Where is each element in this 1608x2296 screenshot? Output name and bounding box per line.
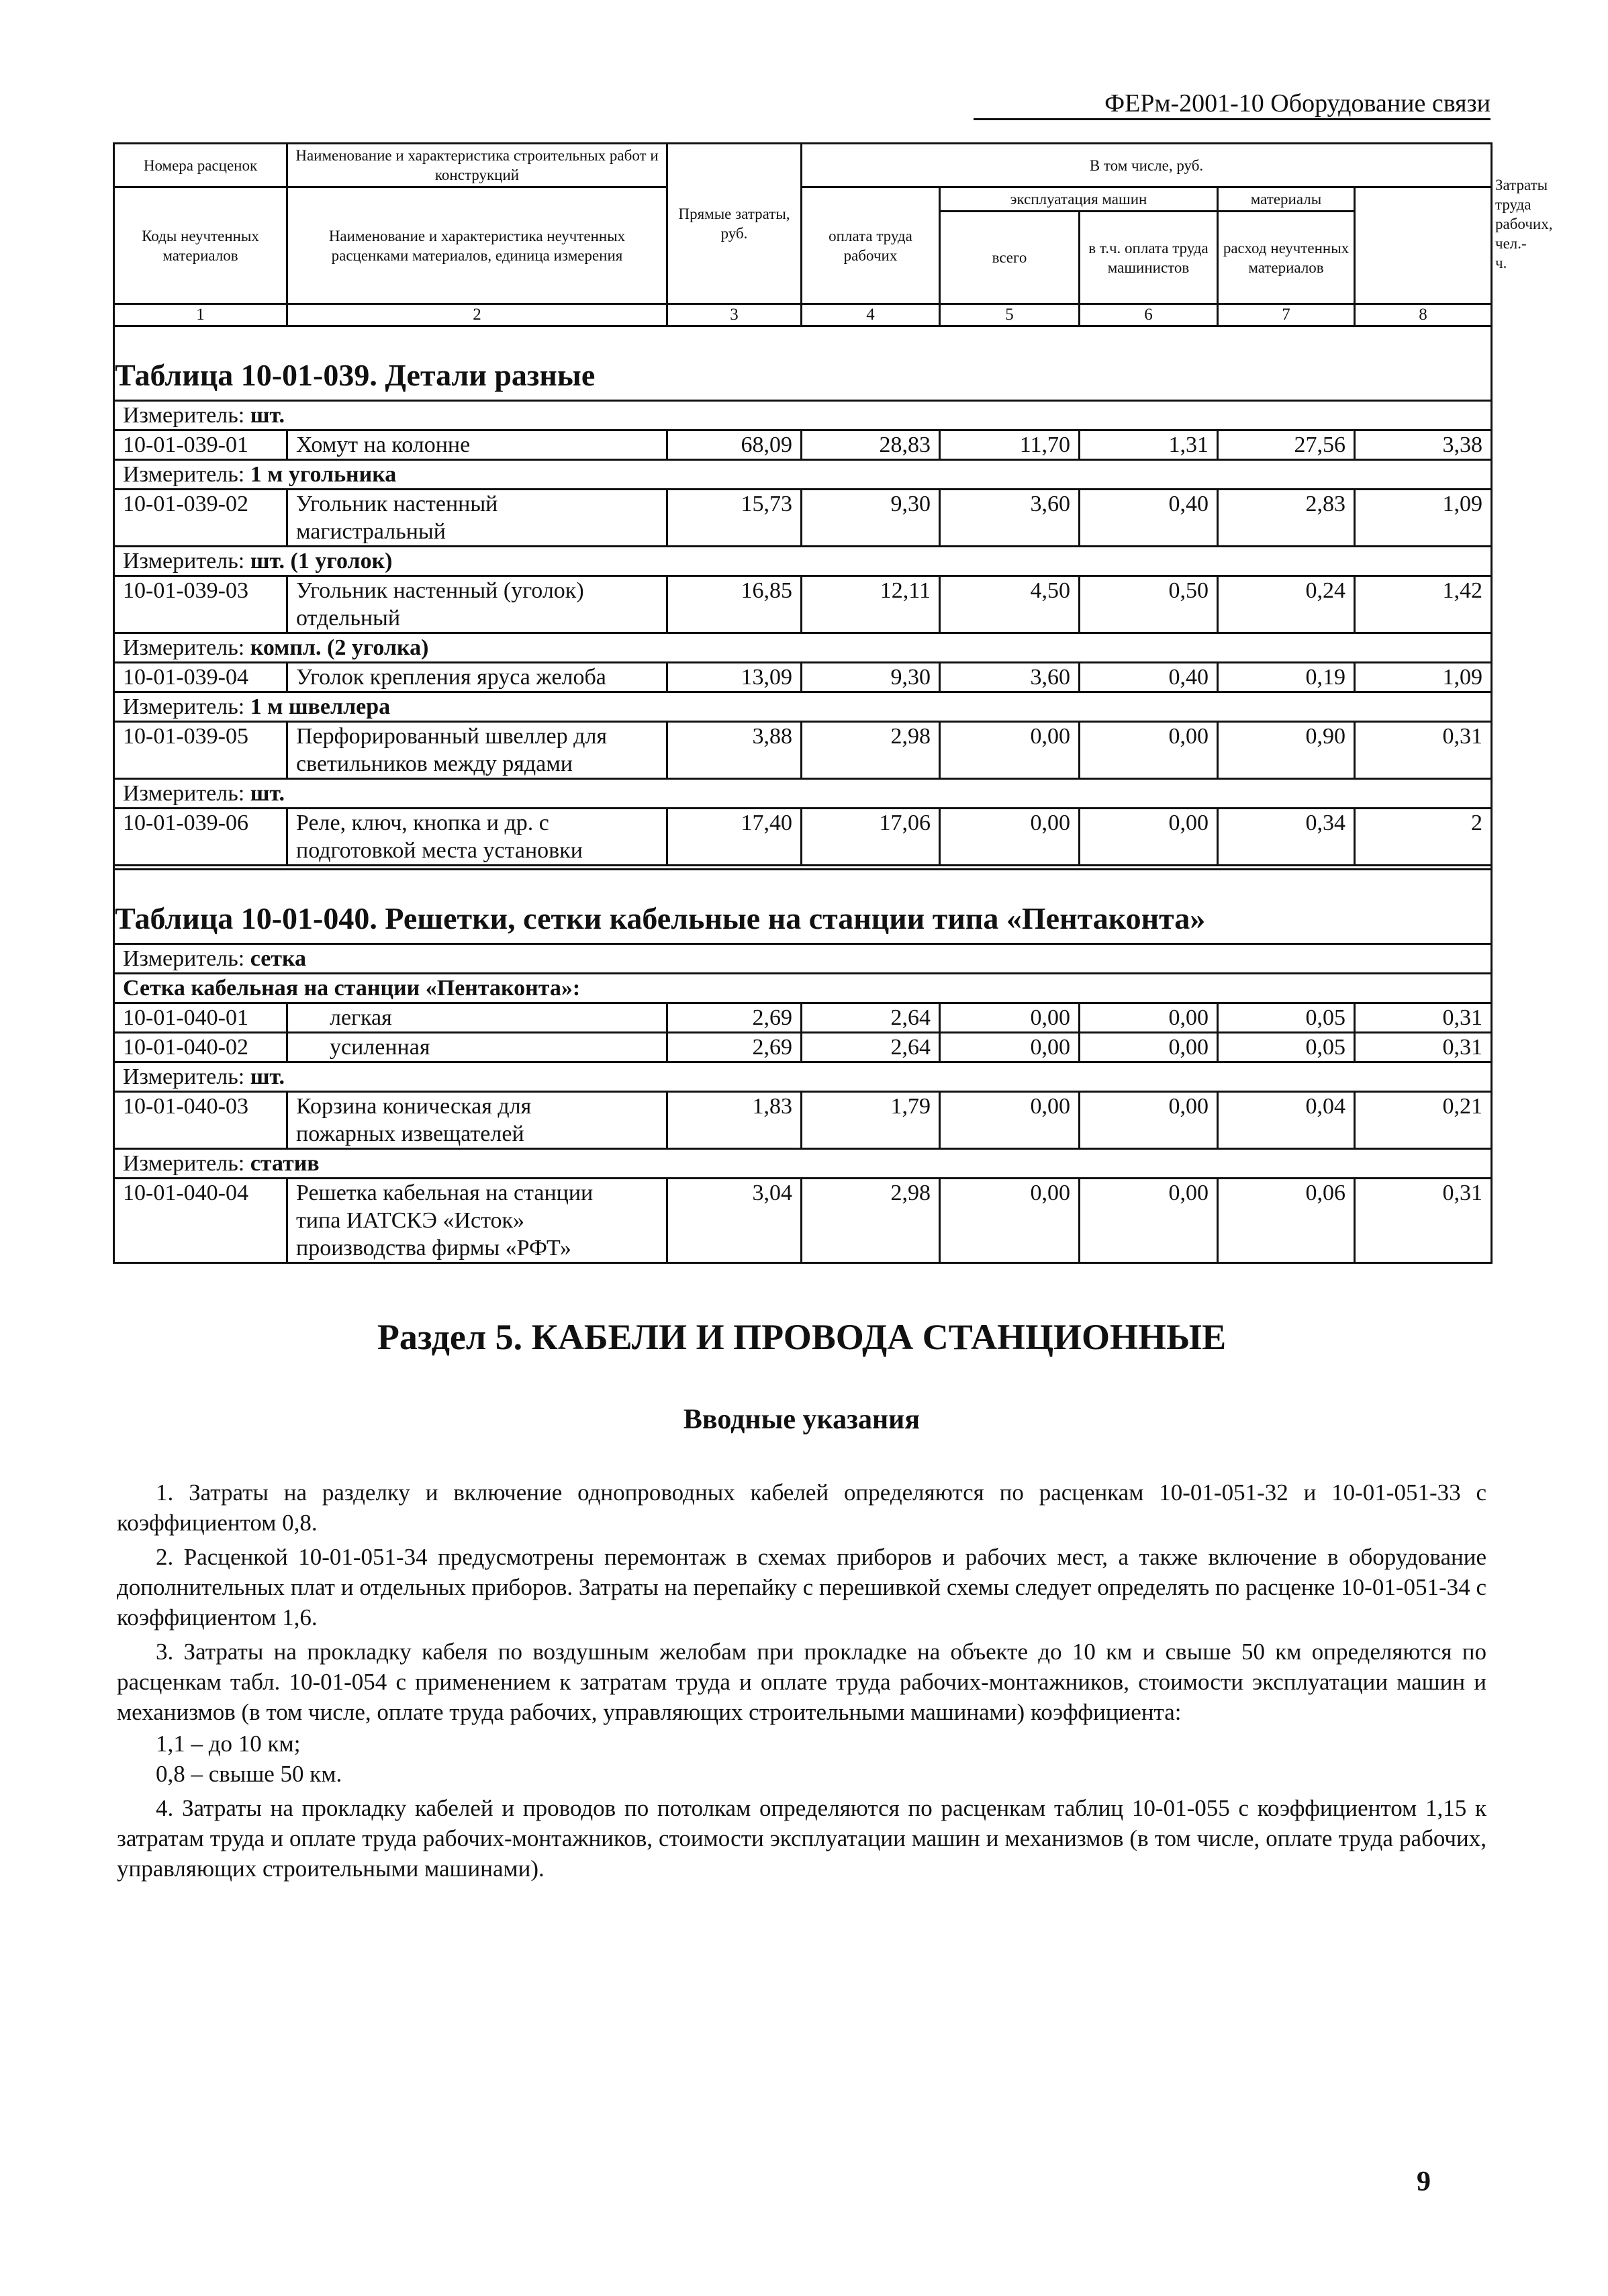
value-cell: 0,31: [1355, 1033, 1492, 1062]
value-cell: 2,69: [667, 1003, 802, 1033]
value-cell: 0,00: [1080, 809, 1218, 866]
paragraph: 4. Затраты на прокладку кабелей и проводов по потолкам определяются по расценкам таблиц 10-01-055 с коэффициентом 1,15 к затратам труда и оплате труда рабочих-монтажников, стоимости эксплуатации машин и механизмов (в том числе, оплате труда рабочих, управляющих строительными машинами).: [117, 1795, 1486, 1882]
measure-prefix: Измеритель:: [123, 946, 250, 971]
rate-name: [287, 1003, 667, 1033]
measure-row: [114, 633, 1492, 663]
rate-name: [287, 1179, 667, 1263]
rate-name: [287, 490, 667, 547]
header-col1-bottom: Коды неучтенных материалов: [114, 187, 287, 304]
value-cell: 16,85: [667, 576, 802, 633]
rate-name: [287, 809, 667, 866]
table-row: [114, 490, 1492, 547]
intro-text: [117, 1477, 1486, 1888]
rate-code: 10-01-040-01: [114, 1003, 287, 1033]
running-head: ФЕРм-2001-10 Оборудование связи: [974, 89, 1491, 120]
rate-code: 10-01-039-03: [114, 576, 287, 633]
measure-unit: 1 м швеллера: [250, 694, 391, 719]
value-cell: 0,34: [1218, 809, 1355, 866]
paragraph: 2. Расценкой 10-01-051-34 предусмотрены перемонтаж в схемах приборов и рабочих мест, а также включение в оборудование дополнительных плат и отдельных приборов. Затраты на перепайку с перешивкой схемы следует определять по расценке 10-01-051-34 с коэффициентом 1,6.: [117, 1544, 1486, 1631]
measure-prefix: Измеритель:: [123, 549, 250, 573]
rate-name-line: Угольник настенный: [296, 492, 498, 516]
value-cell: 68,09: [667, 430, 802, 460]
rate-name-line: светильников между рядами: [296, 751, 573, 776]
header-col5: всего: [940, 212, 1080, 304]
value-cell: 0,00: [940, 722, 1080, 779]
value-cell: 3,38: [1355, 430, 1492, 460]
measure-unit: 1 м угольника: [250, 462, 397, 487]
rate-name-line: Угольник настенный (уголок): [296, 578, 584, 603]
header-group: В том числе, руб.: [802, 144, 1492, 187]
value-cell: 2: [1355, 809, 1492, 866]
paragraph: 0,8 – свыше 50 км.: [156, 1761, 342, 1787]
header-machines: эксплуатация машин: [940, 187, 1218, 212]
measure-unit: шт.: [250, 781, 285, 806]
value-cell: 0,00: [1080, 1179, 1218, 1263]
measure-unit: статив: [250, 1151, 320, 1176]
value-cell: 0,40: [1080, 490, 1218, 547]
rate-name: [287, 576, 667, 633]
value-cell: 9,30: [802, 663, 940, 692]
value-cell: 0,00: [1080, 1033, 1218, 1062]
table-title: Таблица 10-01-040. Решетки, сетки кабельные на станции типа «Пентаконта»: [115, 901, 1206, 935]
table-row: [114, 1003, 1492, 1033]
value-cell: 0,00: [940, 809, 1080, 866]
rate-name: [287, 430, 667, 460]
value-cell: 13,09: [667, 663, 802, 692]
rate-name-line: Перфорированный швеллер для: [296, 724, 608, 749]
measure-prefix: Измеритель:: [123, 403, 250, 428]
rate-name-line: магистральный: [296, 519, 446, 544]
value-cell: 0,00: [940, 1092, 1080, 1149]
col-num: 4: [802, 304, 940, 326]
measure-unit: шт.: [250, 1064, 285, 1089]
measure-row: [114, 692, 1492, 722]
value-cell: 2,98: [802, 722, 940, 779]
value-cell: 0,31: [1355, 1003, 1492, 1033]
value-cell: 0,05: [1218, 1033, 1355, 1062]
rate-name-line: подготовкой места установки: [296, 838, 583, 863]
value-cell: 0,00: [940, 1033, 1080, 1062]
rates-table: Номера расценок Наименование и характеристика строительных работ и конструкций Прямые затраты, руб. В том числе, руб. Затраты труда рабочих, чел.-ч. Коды неучтенных материалов Наименование и характеристика неучтенных расценками материалов, единица измерения оплата труда рабочих эксплуатация машин материалы всего в т.ч. оплата труда машинистов расход неучтенных материалов 1 2 3 4 5 6 7 8 Таблица 10-01-039. Детали разные Измеритель: шт. 10-01-039-01 Хомут на колонне 68,09 28,83 11,70 1,31 27,56 3,38 Измеритель: 1 м угольника 10-01-039-02 Угольник настенный магистральный 15,73 9,30 3,60 0,40 2,83 1,09 Измеритель: шт. (1 уголок) 10-01-039-03 Угольник настенный (уголок) отдельный 16,85 12,11 4,50 0,50 0,24 1,42 Измеритель: компл. (2 уголка) 10-01-039-04 Уголок крепления яруса желоба 13,09 9,30 3,60 0,40 0,19 1,09 Измеритель: 1 м швеллера 10-01-039-05 Перфорированный швеллер для светильников между рядами 3,88 2,98 0,00 0,00 0,90 0,31 Измеритель: шт. 10-01-039-06 Реле, ключ, кнопка и др. с подготовкой места установки 17,40 17,06 0,00 0,00 0,34 2 Таблица 10-01-040. Решетки, сетки кабельные на станции типа «Пентаконта» Измеритель: сетка Сетка кабельная на станции «Пентаконта»: 10-01-040-01 легкая 2,69 2,64 0,00 0,00 0,05 0,31 10-01-040-02 усиленная 2,69 2,64 0,00 0,00 0,05 0,31 Измеритель: шт. 10-01-040-03 Корзина коническая для пожарных извещателей 1,83 1,79 0,00 0,00 0,04 0,21 Измеритель: статив 10-01-040-04 Решетка кабельная на станции типа ИАТСКЭ «Исток» производства фирмы «РФТ» 3,04 2,98 0,00 0,00 0,06 0,31: [113, 142, 1493, 1264]
header-materials: материалы: [1218, 187, 1355, 212]
table-row: [114, 576, 1492, 633]
rate-code: 10-01-039-06: [114, 809, 287, 866]
measure-prefix: Измеритель:: [123, 1151, 250, 1176]
group-label: Сетка кабельная на станции «Пентаконта»:: [114, 974, 1492, 1003]
value-cell: 3,60: [940, 663, 1080, 692]
paragraph: 3. Затраты на прокладку кабеля по воздушным желобам при прокладке на объекте до 10 км и свыше 50 км определяются по расценкам табл. 10-01-054 с применением к затратам труда и оплате труда рабочих-монтажников, стоимости эксплуатации машин и механизмов (в том числе, оплате труда рабочих, управляющих строительными машинами) коэффициента:: [117, 1639, 1486, 1725]
value-cell: 3,04: [667, 1179, 802, 1263]
measure-unit: сетка: [250, 946, 307, 971]
rate-name-line: Уголок крепления яруса желоба: [296, 665, 606, 690]
rate-name-line: Реле, ключ, кнопка и др. с: [296, 811, 549, 835]
col-num: 2: [287, 304, 667, 326]
table-title: Таблица 10-01-039. Детали разные: [115, 358, 596, 392]
col-num: 8: [1355, 304, 1492, 326]
value-cell: 0,24: [1218, 576, 1355, 633]
table-title-cell: [114, 870, 1492, 944]
value-cell: 0,00: [940, 1003, 1080, 1033]
value-cell: 0,90: [1218, 722, 1355, 779]
value-cell: 11,70: [940, 430, 1080, 460]
section-subtitle: Вводные указания: [683, 1404, 920, 1435]
rate-name: [287, 722, 667, 779]
table-row: [114, 1033, 1492, 1062]
measure-unit: шт. (1 уголок): [250, 549, 393, 573]
header-col2-bottom: Наименование и характеристика неучтенных расценками материалов, единица измерения: [287, 187, 667, 304]
value-cell: 3,60: [940, 490, 1080, 547]
value-cell: 4,50: [940, 576, 1080, 633]
measure-prefix: Измеритель:: [123, 462, 250, 487]
section-title: Раздел 5. КАБЕЛИ И ПРОВОДА СТАНЦИОННЫЕ: [377, 1317, 1227, 1357]
value-cell: 0,05: [1218, 1003, 1355, 1033]
header-col1-top: Номера расценок: [114, 144, 287, 187]
rate-name-line: отдельный: [296, 606, 401, 631]
page-number: 9: [1417, 2166, 1431, 2197]
table-row: [114, 1179, 1492, 1263]
measure-prefix: Измеритель:: [123, 635, 250, 660]
rate-name: [287, 1033, 667, 1062]
value-cell: 0,21: [1355, 1092, 1492, 1149]
value-cell: 28,83: [802, 430, 940, 460]
rate-name-line: типа ИАТСКЭ «Исток»: [296, 1208, 525, 1233]
rate-name-line: усиленная: [330, 1035, 430, 1060]
value-cell: 0,00: [1080, 1092, 1218, 1149]
value-cell: 0,06: [1218, 1179, 1355, 1263]
value-cell: 0,50: [1080, 576, 1218, 633]
rate-code: 10-01-039-01: [114, 430, 287, 460]
value-cell: 0,00: [940, 1179, 1080, 1263]
table-row: [114, 809, 1492, 866]
header-col4: оплата труда рабочих: [802, 187, 940, 304]
value-cell: 17,06: [802, 809, 940, 866]
rate-name-line: легкая: [330, 1005, 392, 1030]
measure-row: [114, 460, 1492, 490]
value-cell: 1,31: [1080, 430, 1218, 460]
value-cell: 1,42: [1355, 576, 1492, 633]
col-num: 1: [114, 304, 287, 326]
col-num: 6: [1080, 304, 1218, 326]
paragraph: 1. Затраты на разделку и включение однопроводных кабелей определяются по расценкам 10-01-051-32 и 10-01-051-33 с коэффициентом 0,8.: [117, 1479, 1486, 1536]
rate-name-line: Решетка кабельная на станции: [296, 1181, 594, 1205]
rate-name-line: Корзина коническая для: [296, 1094, 532, 1119]
measure-row: [114, 1062, 1492, 1092]
value-cell: 1,79: [802, 1092, 940, 1149]
rate-code: 10-01-039-05: [114, 722, 287, 779]
value-cell: 27,56: [1218, 430, 1355, 460]
value-cell: 1,09: [1355, 490, 1492, 547]
table-title-cell: [114, 326, 1492, 401]
col-num: 7: [1218, 304, 1355, 326]
value-cell: 2,64: [802, 1003, 940, 1033]
value-cell: 12,11: [802, 576, 940, 633]
value-cell: 0,31: [1355, 1179, 1492, 1263]
measure-row: [114, 1149, 1492, 1179]
value-cell: 0,00: [1080, 722, 1218, 779]
rate-code: 10-01-039-04: [114, 663, 287, 692]
measure-row: [114, 944, 1492, 974]
measure-row: [114, 401, 1492, 430]
header-col6: в т.ч. оплата труда машинистов: [1080, 212, 1218, 304]
value-cell: 17,40: [667, 809, 802, 866]
value-cell: 0,19: [1218, 663, 1355, 692]
rate-name-line: Хомут на колонне: [296, 432, 471, 457]
measure-row: [114, 547, 1492, 576]
measure-prefix: Измеритель:: [123, 781, 250, 806]
measure-prefix: Измеритель:: [123, 1064, 250, 1089]
value-cell: 2,64: [802, 1033, 940, 1062]
rate-name-line: пожарных извещателей: [296, 1121, 524, 1146]
rate-code: 10-01-040-04: [114, 1179, 287, 1263]
table-row: [114, 722, 1492, 779]
value-cell: 2,83: [1218, 490, 1355, 547]
value-cell: 2,69: [667, 1033, 802, 1062]
table-row: [114, 663, 1492, 692]
rate-name-line: производства фирмы «РФТ»: [296, 1236, 571, 1260]
value-cell: 0,31: [1355, 722, 1492, 779]
header-col3: Прямые затраты, руб.: [667, 144, 802, 304]
header-col7: расход неучтенных материалов: [1218, 212, 1355, 304]
value-cell: 3,88: [667, 722, 802, 779]
table-row: [114, 430, 1492, 460]
value-cell: 0,00: [1080, 1003, 1218, 1033]
value-cell: 0,40: [1080, 663, 1218, 692]
rate-code: 10-01-039-02: [114, 490, 287, 547]
col-num: 5: [940, 304, 1080, 326]
measure-prefix: Измеритель:: [123, 694, 250, 719]
measure-row: [114, 779, 1492, 809]
value-cell: 2,98: [802, 1179, 940, 1263]
measure-unit: компл. (2 уголка): [250, 635, 429, 660]
header-col2-top: Наименование и характеристика строительных работ и конструкций: [287, 144, 667, 187]
measure-unit: шт.: [250, 403, 285, 428]
table-row: [114, 1092, 1492, 1149]
col-num: 3: [667, 304, 802, 326]
value-cell: 1,83: [667, 1092, 802, 1149]
rate-name: [287, 1092, 667, 1149]
value-cell: 0,04: [1218, 1092, 1355, 1149]
rate-name: [287, 663, 667, 692]
rate-code: 10-01-040-03: [114, 1092, 287, 1149]
value-cell: 1,09: [1355, 663, 1492, 692]
value-cell: 9,30: [802, 490, 940, 547]
paragraph: 1,1 – до 10 км;: [156, 1731, 301, 1757]
value-cell: 15,73: [667, 490, 802, 547]
rate-code: 10-01-040-02: [114, 1033, 287, 1062]
